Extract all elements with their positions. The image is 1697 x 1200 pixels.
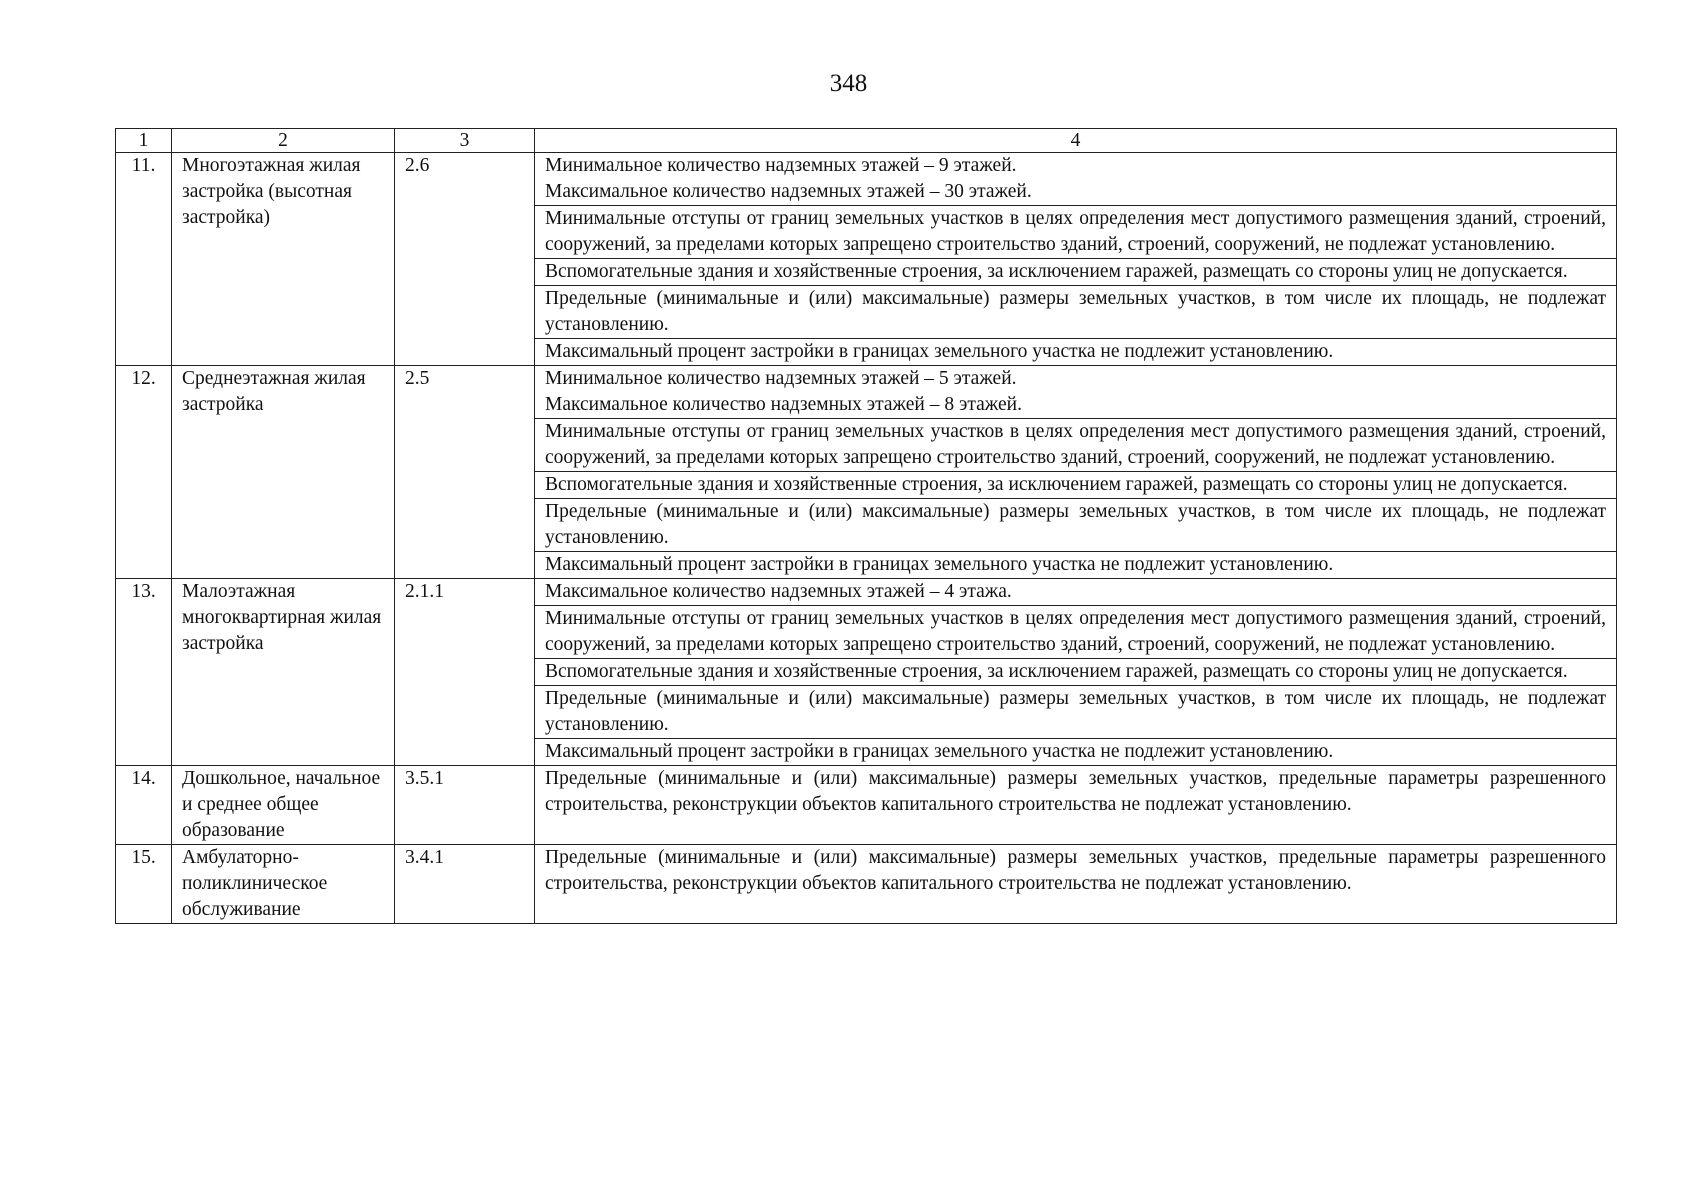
table-row [116,845,1617,924]
parameter-cell: Минимальные отступы от границ земельных участков в целях определения мест допустимого размещения зданий, строений, сооружений, за пределами которых запрещено строительство зданий, строений, сооружений, не подлежат установлению. [535,606,1617,659]
parameter-cell: Предельные (минимальные и (или) максимальные) размеры земельных участков, в том числе их площадь, не подлежат установлению. [535,499,1617,552]
land-use-name: Многоэтажная жилая застройка (высотная застройка) [172,153,395,366]
table-row [116,766,1617,845]
parameter-line: Максимальное количество надземных этажей – 8 этажей. [545,394,1022,415]
parameter-line: Минимальное количество надземных этажей – 9 этажей. [545,155,1017,176]
row-number: 14. [116,766,172,845]
land-use-name: Среднеэтажная жилая застройка [172,366,395,579]
parameter-cell: Предельные (минимальные и (или) максимальные) размеры земельных участков, предельные параметры разрешенного строительства, реконструкции объектов капитального строительства не подлежат установлению. [535,845,1617,924]
header-cell-3: 3 [395,129,535,153]
table-row [116,579,1617,606]
parameter-line: Максимальное количество надземных этажей – 30 этажей. [545,181,1032,202]
parameter-cell: Предельные (минимальные и (или) максимальные) размеры земельных участков, предельные параметры разрешенного строительства, реконструкции объектов капитального строительства не подлежат установлению. [535,766,1617,845]
parameter-cell: Вспомогательные здания и хозяйственные строения, за исключением гаражей, размещать со стороны улиц не допускается. [535,472,1617,499]
table-row [116,153,1617,206]
parameter-cell: Максимальный процент застройки в границах земельного участка не подлежит установлению. [535,552,1617,579]
header-cell-1: 1 [116,129,172,153]
parameter-cell: Максимальный процент застройки в границах земельного участка не подлежит установлению. [535,339,1617,366]
land-use-code: 3.4.1 [395,845,535,924]
land-use-name: Малоэтажная многоквартирная жилая застройка [172,579,395,766]
parameter-cell: Минимальные отступы от границ земельных участков в целях определения мест допустимого размещения зданий, строений, сооружений, за пределами которых запрещено строительство зданий, строений, сооружений, не подлежат установлению. [535,206,1617,259]
table-header-row [116,129,1617,153]
header-cell-2: 2 [172,129,395,153]
parameter-cell: Предельные (минимальные и (или) максимальные) размеры земельных участков, в том числе их площадь, не подлежат установлению. [535,686,1617,739]
parameter-cell [535,366,1617,419]
parameter-line: Минимальное количество надземных этажей – 5 этажей. [545,368,1017,389]
land-use-name: Амбулаторно-поликлиническое обслуживание [172,845,395,924]
land-use-code: 2.6 [395,153,535,366]
parameter-cell: Вспомогательные здания и хозяйственные строения, за исключением гаражей, размещать со стороны улиц не допускается. [535,259,1617,286]
parameter-cell: Максимальное количество надземных этажей – 4 этажа. [535,579,1617,606]
parameter-cell: Вспомогательные здания и хозяйственные строения, за исключением гаражей, размещать со стороны улиц не допускается. [535,659,1617,686]
table-row [116,366,1617,419]
page-number: 348 [829,70,868,97]
header-cell-4: 4 [535,129,1617,153]
land-use-code: 2.5 [395,366,535,579]
parameter-cell: Максимальный процент застройки в границах земельного участка не подлежит установлению. [535,739,1617,766]
regulations-table [115,128,1617,924]
parameter-cell: Предельные (минимальные и (или) максимальные) размеры земельных участков, в том числе их площадь, не подлежат установлению. [535,286,1617,339]
land-use-code: 3.5.1 [395,766,535,845]
row-number: 12. [116,366,172,579]
parameter-cell [535,153,1617,206]
row-number: 11. [116,153,172,366]
row-number: 13. [116,579,172,766]
land-use-code: 2.1.1 [395,579,535,766]
row-number: 15. [116,845,172,924]
parameter-cell: Минимальные отступы от границ земельных участков в целях определения мест допустимого размещения зданий, строений, сооружений, за пределами которых запрещено строительство зданий, строений, сооружений, не подлежат установлению. [535,419,1617,472]
land-use-name: Дошкольное, начальное и среднее общее образование [172,766,395,845]
